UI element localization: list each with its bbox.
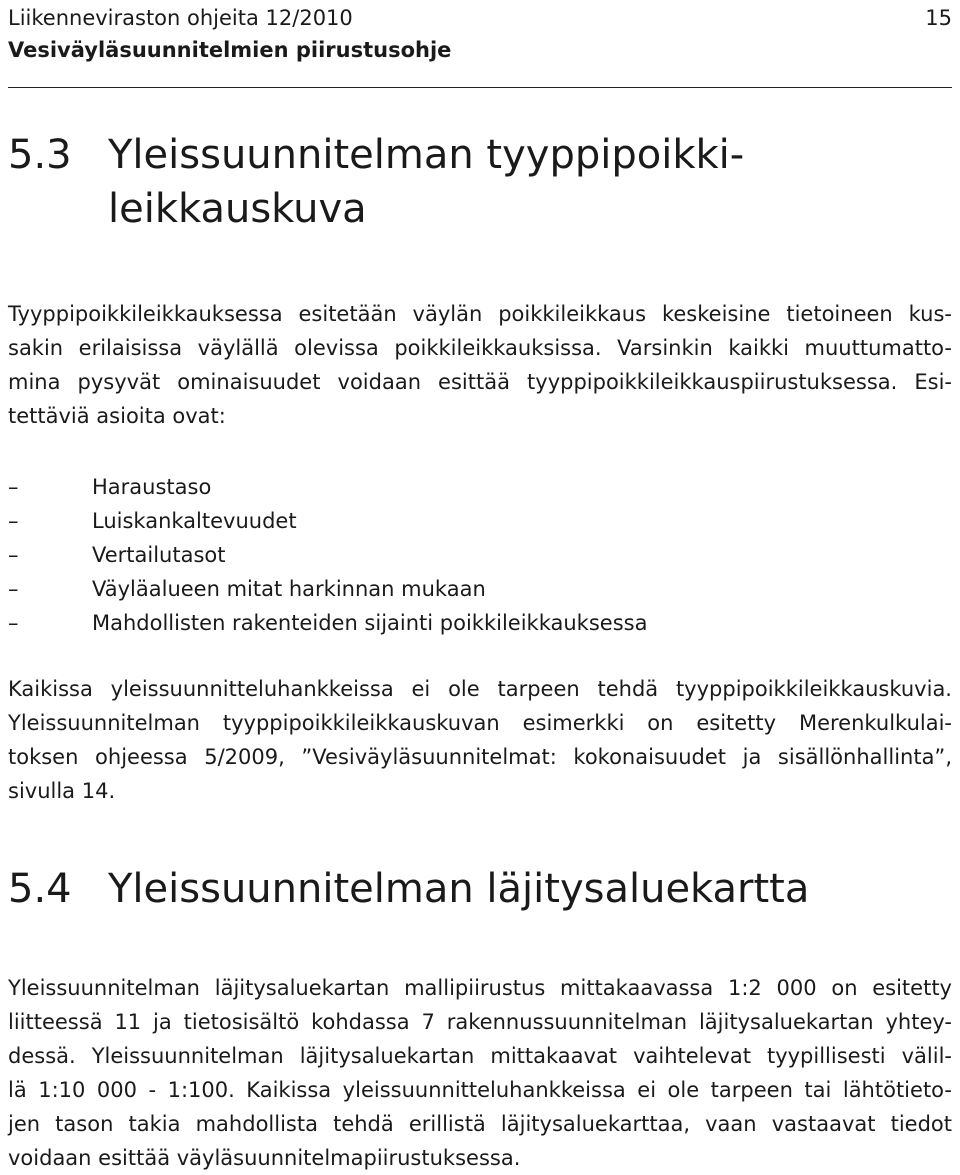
text-line: sakin erilaisissa väylällä olevissa poikkileikkauksissa. Varsinkin kaikki muuttumatto- [8, 336, 952, 360]
document-title: Vesiväyläsuunnitelmien piirustusohje [8, 38, 452, 62]
list-item [8, 538, 952, 572]
text-line: voidaan esittää väyläsuunnitelmapiirustuksessa. [8, 1146, 521, 1170]
list-item [8, 470, 952, 504]
list-dash: – [8, 543, 19, 567]
text-line: lä 1:10 000 - 1:100. Kaikissa yleissuunnitteluhankkeissa ei ole tarpeen tai lähtötieto- [8, 1078, 952, 1102]
list-dash: – [8, 475, 19, 499]
list-item [8, 572, 952, 606]
section-5-3-heading [8, 128, 868, 236]
text-line: mina pysyvät ominaisuudet voidaan esittää tyyppipoikkileikkauspiirustuksessa. Esi- [8, 370, 952, 394]
section-number: 5.3 [8, 132, 72, 178]
list-item-text: Mahdollisten rakenteiden sijainti poikkileikkauksessa [92, 611, 648, 635]
list-item-text: Vertailutasot [92, 543, 226, 567]
text-line: Kaikissa yleissuunnitteluhankkeissa ei ole tarpeen tehdä tyyppipoikkileikkauskuvia. [8, 677, 952, 701]
text-line: toksen ohjeessa 5/2009, ”Vesiväyläsuunnitelmat: kokonaisuudet ja sisällönhallinta”, [8, 745, 952, 769]
publication-series: Liikenneviraston ohjeita 12/2010 [8, 6, 353, 30]
section-title: Yleissuunnitelman läjitysaluekartta [108, 866, 810, 912]
section-5-4-body [8, 971, 952, 1175]
section-title [108, 128, 868, 236]
text-line: tettäviä asioita ovat: [8, 404, 226, 428]
section-title-line: Yleissuunnitelman tyyppipoikki- [108, 132, 745, 178]
list-dash: – [8, 611, 19, 635]
list-item [8, 606, 952, 640]
page-number: 15 [925, 6, 952, 30]
header-divider [8, 87, 952, 88]
topics-list [8, 470, 952, 640]
list-dash: – [8, 509, 19, 533]
section-5-3-intro [8, 297, 952, 433]
text-line: Tyyppipoikkileikkauksessa esitetään väylän poikkileikkaus keskeisine tietoineen kus- [8, 302, 952, 326]
list-item-text: Väyläalueen mitat harkinnan mukaan [92, 577, 486, 601]
section-number: 5.4 [8, 866, 72, 912]
text-line: Yleissuunnitelman tyyppipoikkileikkauskuvan esimerkki on esitetty Merenkulkulai- [8, 711, 952, 735]
section-5-3-closing [8, 672, 952, 808]
page-header [8, 2, 952, 66]
text-line: dessä. Yleissuunnitelman läjitysaluekartan mittakaavat vaihtelevat tyypillisesti välil- [8, 1044, 952, 1068]
text-line: Yleissuunnitelman läjitysaluekartan mallipiirustus mittakaavassa 1:2 000 on esitetty [8, 976, 952, 1000]
list-item-text: Haraustaso [92, 475, 212, 499]
list-item-text: Luiskankaltevuudet [92, 509, 297, 533]
text-line: liitteessä 11 ja tietosisältö kohdassa 7 rakennussuunnitelman läjitysaluekartan yhtey- [8, 1010, 952, 1034]
section-5-4-heading [8, 862, 868, 916]
text-line: sivulla 14. [8, 779, 116, 803]
list-dash: – [8, 577, 19, 601]
section-title-line: leikkauskuva [108, 186, 367, 232]
list-item [8, 504, 952, 538]
text-line: jen tason takia mahdollista tehdä erillistä läjitysaluekarttaa, vaan vastaavat tiedot [8, 1112, 952, 1136]
header-top-row [8, 2, 952, 34]
